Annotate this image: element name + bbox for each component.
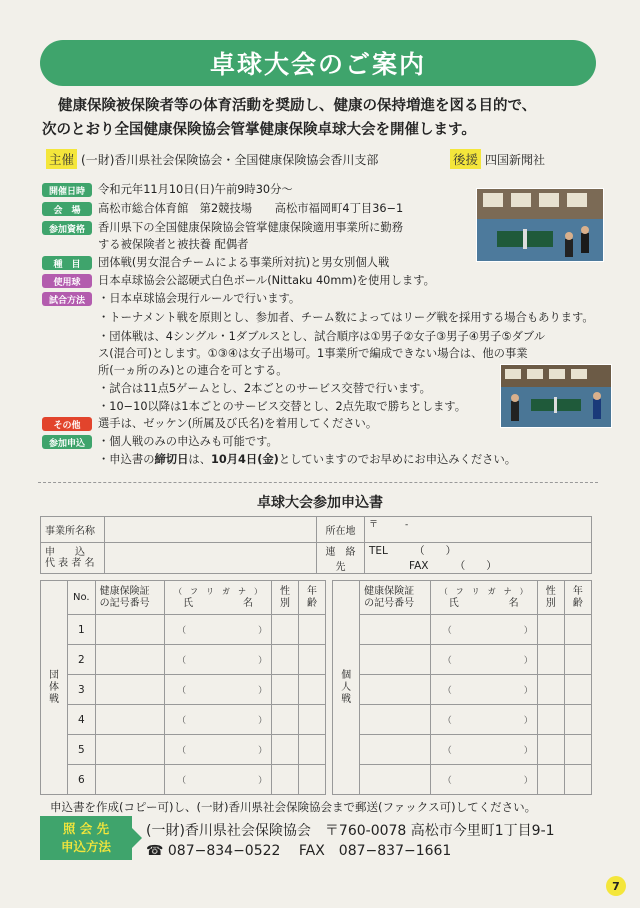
header-age: 年齢 — [564, 581, 591, 615]
age-field[interactable] — [564, 735, 591, 765]
detail-venue — [42, 200, 403, 218]
ball-badge: 使用球 — [42, 274, 92, 288]
detail-ball — [42, 272, 435, 290]
insurance-field[interactable] — [360, 735, 431, 765]
page-title: 卓球大会のご案内 — [209, 50, 426, 79]
table-row — [333, 735, 592, 765]
supporter — [450, 149, 545, 169]
row-no: 4 — [67, 705, 95, 735]
team-label — [41, 581, 68, 795]
gender-field[interactable] — [537, 675, 564, 705]
contact-org: (一財)香川県社会保険協会 〒760-0078 高松市今里町1丁目9-1 — [146, 823, 555, 839]
intro-text — [42, 94, 612, 142]
header-insurance — [360, 581, 431, 615]
name-field[interactable]: （ ） — [165, 735, 272, 765]
name-field[interactable]: （ ） — [430, 675, 537, 705]
age-field[interactable] — [564, 765, 591, 795]
venue-value: 高松市総合体育館 第2競技場 高松市福岡町4丁目36−1 — [98, 202, 404, 215]
gender-field[interactable] — [272, 765, 299, 795]
table-row — [333, 765, 592, 795]
name-field[interactable]: （ ） — [165, 615, 272, 645]
header-name-text: 氏 名 — [448, 597, 519, 609]
row-no: 6 — [67, 765, 95, 795]
table-row — [41, 645, 326, 675]
office-name-label: 事業所名称 — [41, 517, 105, 543]
detail-apply — [42, 433, 278, 451]
row-no: 1 — [67, 615, 95, 645]
gender-field[interactable] — [537, 765, 564, 795]
contact-label: 連 絡 先 — [317, 543, 365, 574]
individual-label-2: 人 — [341, 681, 352, 693]
table-row — [333, 675, 592, 705]
age-field[interactable] — [299, 615, 326, 645]
row-no: 5 — [67, 735, 95, 765]
apply-line-2 — [98, 451, 516, 468]
individual-entry-table — [332, 580, 592, 795]
header-insurance-1: 健康保険証 — [99, 585, 150, 597]
header-insurance-1: 健康保険証 — [364, 585, 415, 597]
other-value: 選手は、ゼッケン(所属及び氏名)を着用してください。 — [98, 417, 378, 430]
method-line-1: ・日本卓球協会現行ルールで行います。 — [98, 292, 301, 305]
age-field[interactable] — [299, 765, 326, 795]
gender-field[interactable] — [537, 645, 564, 675]
insurance-field[interactable] — [360, 675, 431, 705]
insurance-field[interactable] — [95, 615, 164, 645]
applicant-label-2: 代 表 者 名 — [45, 558, 95, 569]
organizer — [46, 149, 378, 169]
age-field[interactable] — [564, 675, 591, 705]
ball-value: 日本卓球協会公認硬式白色ボール(Nittaku 40mm)を使用します。 — [98, 274, 435, 287]
gender-field[interactable] — [537, 705, 564, 735]
team-label-3: 戦 — [48, 693, 59, 705]
insurance-field[interactable] — [95, 765, 164, 795]
date-badge: 開催日時 — [42, 183, 92, 197]
name-field[interactable]: （ ） — [430, 615, 537, 645]
fax-label: FAX （ ） — [409, 560, 497, 572]
age-field[interactable] — [564, 645, 591, 675]
method-line-7: ・10−10以降は1本ごとのサービス交替とし、2点先取で勝ちとします。 — [98, 400, 467, 413]
method-badge: 試合方法 — [42, 292, 92, 306]
insurance-field[interactable] — [360, 645, 431, 675]
gender-field[interactable] — [272, 705, 299, 735]
team-label-2: 体 — [48, 681, 59, 693]
header-name — [430, 581, 537, 615]
venue-badge: 会 場 — [42, 202, 92, 216]
contact-box-line-1: 照 会 先 — [62, 821, 110, 836]
contact-box-line-2: 申込方法 — [60, 839, 111, 854]
apply-badge: 参加申込 — [42, 435, 92, 449]
date-value: 令和元年11月10日(日)午前9時30分～ — [98, 183, 293, 196]
gender-field[interactable] — [272, 735, 299, 765]
age-field[interactable] — [564, 705, 591, 735]
divider-dashed — [38, 482, 598, 483]
apply-line-2c: は、 — [188, 453, 212, 466]
supporter-value: 四国新聞社 — [485, 152, 546, 167]
tel-label: TEL （ ） — [369, 545, 457, 557]
header-gender: 性別 — [272, 581, 299, 615]
intro-line-1: 健康保険被保険者等の体育活動を奨励し、健康の保持増進を図る目的で、 — [58, 98, 537, 114]
header-insurance-2: の記号番号 — [364, 597, 415, 609]
table-row — [41, 765, 326, 795]
gender-field[interactable] — [272, 675, 299, 705]
submission-note: 申込書を作成(コピー可)し、(一財)香川県社会保険協会まで郵送(ファックス可)してください。 — [50, 800, 537, 814]
method-line-3: ・団体戦は、4シングル・1ダブルスとし、試合順序は①男子②女子③男子④男子⑤ダブル — [98, 330, 546, 343]
apply-line-2e: としていますのでお早めにお申込みください。 — [278, 453, 517, 466]
page-number: 7 — [606, 876, 626, 896]
insurance-field[interactable] — [95, 675, 164, 705]
header-insurance — [95, 581, 164, 615]
intro-line-2: 次のとおり全国健康保険協会管掌健康保険卓球大会を開催します。 — [42, 122, 476, 138]
name-field[interactable]: （ ） — [430, 645, 537, 675]
organizer-label: 主催 — [46, 149, 77, 169]
detail-eligibility — [42, 219, 403, 237]
header-furigana: （ フ リ ガ ナ ） — [174, 586, 263, 596]
name-field[interactable]: （ ） — [165, 765, 272, 795]
office-name-field[interactable] — [105, 517, 317, 543]
applicant-label-1: 申 込 — [45, 547, 85, 558]
deadline-label: 締切日 — [154, 453, 189, 466]
header-no: No. — [67, 581, 95, 615]
name-field[interactable]: （ ） — [430, 705, 537, 735]
header-name — [165, 581, 272, 615]
organizer-value: (一財)香川県社会保険協会・全国健康保険協会香川支部 — [81, 152, 379, 167]
table-row — [333, 645, 592, 675]
age-field[interactable] — [299, 735, 326, 765]
header-name-text: 氏 名 — [183, 597, 254, 609]
eligibility-badge: 参加資格 — [42, 221, 92, 235]
insurance-field[interactable] — [95, 735, 164, 765]
eligibility-line-2: する被保険者と被扶養 配偶者 — [98, 238, 249, 251]
name-field[interactable]: （ ） — [165, 705, 272, 735]
insurance-field[interactable] — [360, 705, 431, 735]
table-row — [41, 705, 326, 735]
row-no: 2 — [67, 645, 95, 675]
detail-events — [42, 254, 389, 272]
individual-label-1: 個 — [341, 669, 352, 681]
header-furigana: （ フ リ ガ ナ ） — [439, 586, 528, 596]
name-field[interactable]: （ ） — [430, 765, 537, 795]
age-field[interactable] — [299, 705, 326, 735]
location-field[interactable]: 〒 - — [365, 517, 592, 543]
gym-illustration-1 — [477, 189, 604, 262]
name-field[interactable]: （ ） — [165, 675, 272, 705]
events-badge: 種 目 — [42, 256, 92, 270]
name-field[interactable]: （ ） — [430, 735, 537, 765]
age-field[interactable] — [299, 645, 326, 675]
team-entry-table — [40, 580, 326, 795]
events-value: 団体戦(男女混合チームによる事業所対抗)と男女別個人戦 — [98, 256, 390, 269]
eligibility-line-1: 香川県下の全国健康保険協会管掌健康保険適用事業所に勤務 — [98, 221, 404, 234]
apply-line-2a: ・申込書の — [98, 453, 155, 466]
method-line-4: ス(混合可)とします。①③④は女子出場可。1事業所で編成できない場合は、他の事業 — [98, 347, 528, 360]
table-row — [333, 615, 592, 645]
header-gender: 性別 — [537, 581, 564, 615]
applicant-name-field[interactable] — [105, 543, 317, 574]
method-line-2: ・トーナメント戦を原則とし、参加者、チーム数によってはリーグ戦を採用する場合もあります。 — [98, 311, 594, 324]
title-banner — [40, 40, 596, 86]
detail-date — [42, 181, 293, 199]
gender-field[interactable] — [537, 615, 564, 645]
detail-method — [42, 290, 300, 308]
table-tennis-photo-1 — [476, 188, 604, 262]
method-line-6: ・試合は11点5ゲームとし、2本ごとのサービス交替で行います。 — [98, 382, 431, 395]
table-row — [41, 615, 326, 645]
table-row — [333, 705, 592, 735]
header-age: 年齢 — [299, 581, 326, 615]
method-line-5: 所(一ヵ所のみ)との連合を可とする。 — [98, 364, 288, 377]
age-field[interactable] — [299, 675, 326, 705]
detail-other — [42, 415, 377, 433]
gender-field[interactable] — [537, 735, 564, 765]
gender-field[interactable] — [272, 645, 299, 675]
insurance-field[interactable] — [360, 615, 431, 645]
individual-label-3: 戦 — [341, 693, 352, 705]
form-title: 卓球大会参加申込書 — [257, 495, 383, 511]
contact-box — [40, 816, 132, 860]
header-insurance-2: の記号番号 — [99, 597, 150, 609]
location-label: 所在地 — [317, 517, 365, 543]
row-no: 3 — [67, 675, 95, 705]
applicant-label — [41, 543, 105, 574]
other-badge: その他 — [42, 417, 92, 431]
apply-line-1: ・個人戦のみの申込みも可能です。 — [98, 435, 278, 448]
gender-field[interactable] — [272, 615, 299, 645]
table-row — [41, 675, 326, 705]
table-row — [41, 735, 326, 765]
individual-label — [333, 581, 360, 795]
insurance-field[interactable] — [95, 705, 164, 735]
contact-field[interactable] — [365, 543, 592, 574]
team-label-1: 団 — [48, 669, 59, 681]
applicant-info-table — [40, 516, 592, 574]
insurance-field[interactable] — [95, 645, 164, 675]
deadline-date: 10月4日(金) — [211, 453, 279, 466]
age-field[interactable] — [564, 615, 591, 645]
supporter-label: 後援 — [450, 149, 481, 169]
insurance-field[interactable] — [360, 765, 431, 795]
gym-illustration-2 — [501, 365, 612, 428]
contact-phone: ☎ 087−834−0522 FAX 087−837−1661 — [146, 843, 452, 859]
table-tennis-photo-2 — [500, 364, 612, 428]
name-field[interactable]: （ ） — [165, 645, 272, 675]
